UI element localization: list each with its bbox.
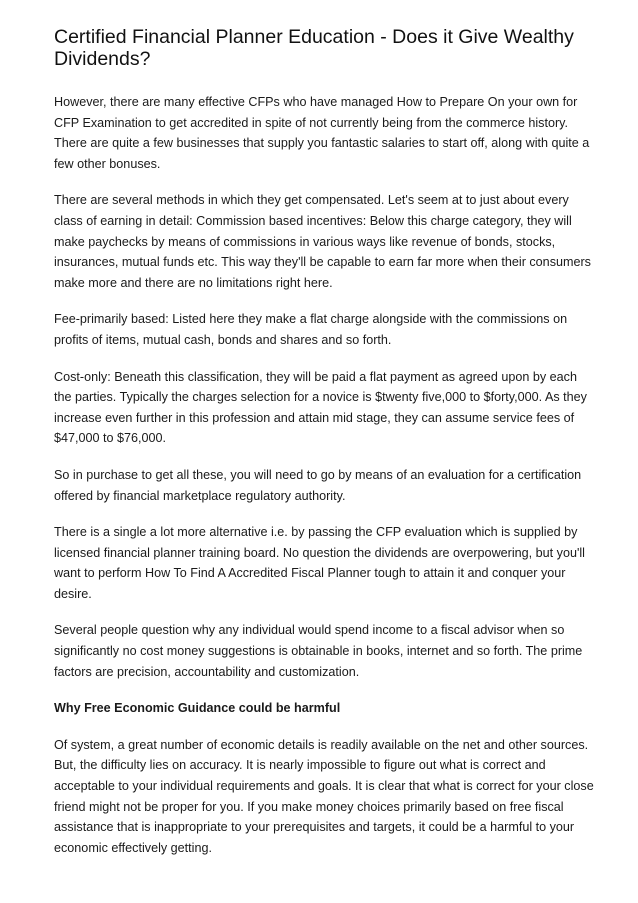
document-title: Certified Financial Planner Education - Does it Give Wealthy Dividends? — [54, 26, 574, 70]
section-heading: Why Free Economic Guidance could be harmful — [54, 701, 341, 716]
paragraph: Of system, a great number of economic details is readily available on the net and other sources. But, the difficulty lies on accuracy. It is nearly impossible to figure out what is correct and acceptable to your individual requirements and goals. It is clear that what is correct for your close friend might not be proper for you. If you make money choices primarily based on free fiscal assistance that is inappropriate to your prerequisites and targets, it could be a harmful to your economic effectively getting. — [54, 737, 594, 855]
paragraph: There are several methods in which they get compensated. Let's seem at to just about every class of earning in detail: Commission based incentives: Below this charge category, they will make paychecks by means of commissions in various ways like revenue of bonds, stocks, insurances, mutual funds etc. This way they'll be capable to earn far more when their consumers make more and there are no limitations right here. — [54, 193, 591, 290]
paragraph: However, there are many effective CFPs who have managed How to Prepare On your own for CFP Examination to get accredited in spite of not currently being from the commerce history. There are quite a few businesses that supply you fantastic salaries to start off, along with quite a few other bonuses. — [54, 95, 590, 171]
paragraph: So in purchase to get all these, you will need to go by means of an evaluation for a certification offered by financial marketplace regulatory authority. — [54, 467, 582, 503]
paragraph: Several people question why any individual would spend income to a fiscal advisor when so significantly no cost money suggestions is obtainable in books, internet and so forth. The prime factors are precision, accountability and customization. — [54, 623, 583, 679]
document-page — [54, 26, 594, 874]
paragraph: Fee-primarily based: Listed here they make a flat charge alongside with the commissions on profits of items, mutual cash, bonds and shares and so forth. — [54, 312, 568, 347]
paragraph: Cost-only: Beneath this classification, they will be paid a flat payment as agreed upon by each the parties. Typically the charges selection for a novice is $twenty five,000 to $forty,000. As they increase even further in this profession and attain mid stage, they can assume service fees of $47,000 to $76,000. — [54, 369, 587, 446]
paragraph: There is a single a lot more alternative i.e. by passing the CFP evaluation which is supplied by licensed financial planner training board. No question the dividends are overpowering, but you'll want to perform How To Find A Accredited Fiscal Planner tough to attain it and conquer your desire. — [54, 525, 585, 601]
